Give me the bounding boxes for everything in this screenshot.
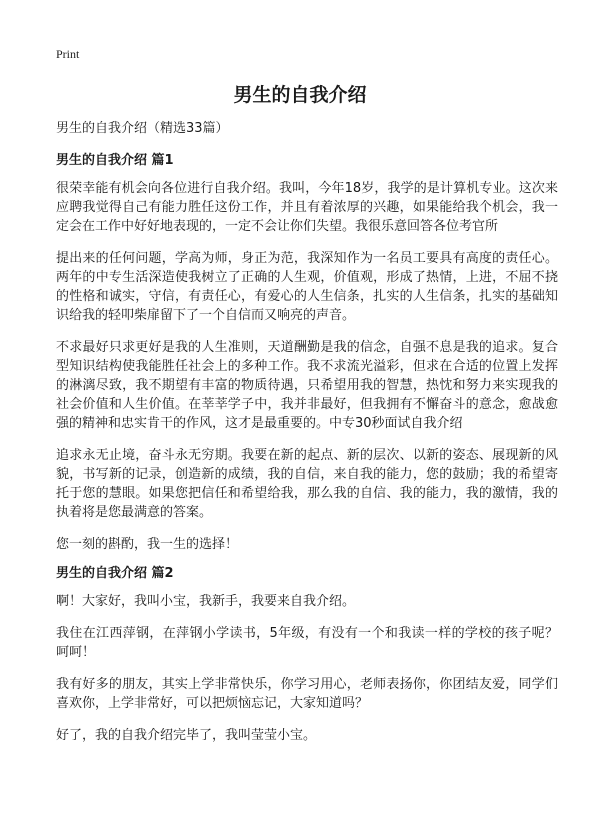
page-title: 男生的自我介绍 — [233, 84, 367, 106]
paragraph: 好了，我的自我介绍完毕了，我叫莹莹小宝。 — [56, 728, 317, 743]
print-link[interactable]: Print — [56, 47, 80, 61]
section-heading-2: 男生的自我介绍 篇2 — [56, 566, 174, 581]
paragraph: 不求最好只求更好是我的人生准则，天道酬勤是我的信念，自强不息是我的追求。复合型知识结构使我能胜任社会上的多种工作。我不求流光溢彩，但求在合适的位置上发挥的淋漓尽致，我不期望有丰富的物质待遇，只希望用我的智慧，热忱和努力来实现我的社会价值和人生价值。在莘莘学子中，我并非最好，但我拥有不懈奋斗的意念，愈战愈强的精神和忠实肯干的作风，这才是最重要的。中专30秒面试自我介绍 — [56, 340, 558, 431]
document-subtitle: 男生的自我介绍（精选33篇） — [56, 121, 229, 136]
paragraph: 提出来的任何问题，学高为师，身正为范，我深知作为一名员工要具有高度的责任心。两年的中专生活深造使我树立了正确的人生观，价值观，形成了热情，上进，不屈不挠的性格和诚实，守信，有责任心，有爱心的人生信条，扎实的人生信条，扎实的基础知识给我的轻叩柴扉留下了一个自信而又响亮的声音。 — [56, 251, 558, 323]
document-body — [56, 119, 558, 758]
paragraph: 啊！大家好，我叫小宝，我新手，我要来自我介绍。 — [56, 594, 356, 609]
paragraph: 您一刻的斟酌，我一生的选择！ — [56, 537, 239, 552]
paragraph: 追求永无止境，奋斗永无穷期。我要在新的起点、新的层次、以新的姿态、展现新的风貌，书写新的记录，创造新的成绩，我的自信，来自我的能力，您的鼓励；我的希望寄托于您的慧眼。如果您把信任和希望给我，那么我的自信、我的能力，我的激情，我的执着将是您最满意的答案。 — [56, 448, 558, 520]
paragraph: 我住在江西萍钢，在萍钢小学读书，5年级，有没有一个和我读一样的学校的孩子呢？呵呵！ — [56, 626, 558, 660]
section-heading-1: 男生的自我介绍 篇1 — [56, 153, 174, 168]
paragraph: 我有好多的朋友，其实上学非常快乐，你学习用心，老师表扬你，你团结友爱，同学们喜欢你，上学非常好，可以把烦恼忘记，大家知道吗？ — [56, 677, 558, 711]
paragraph: 很荣幸能有机会向各位进行自我介绍。我叫，今年18岁，我学的是计算机专业。这次来应聘我觉得自己有能力胜任这份工作，并且有着浓厚的兴趣，如果能给我个机会，我一定会在工作中好好地表现的，一定不会让你们失望。我很乐意回答各位考官所 — [56, 181, 558, 234]
